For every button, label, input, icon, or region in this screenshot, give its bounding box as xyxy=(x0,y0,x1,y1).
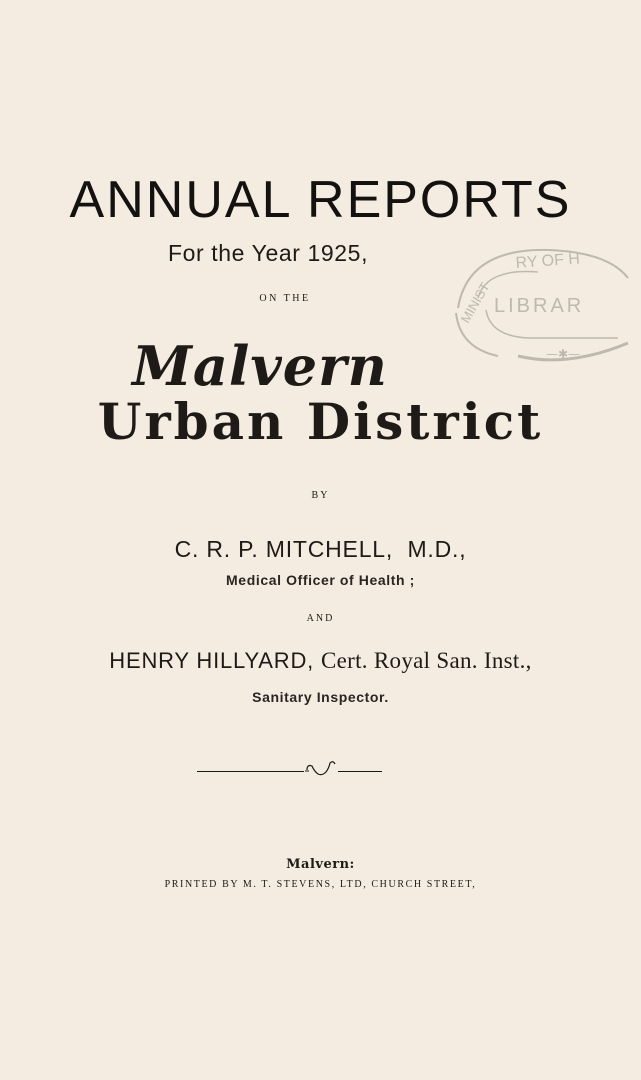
stamp-top-text: RY OF H xyxy=(515,250,581,272)
district-name: Malvern xyxy=(132,334,388,398)
divider-left xyxy=(197,771,307,772)
author1-name: C. R. P. MITCHELL, xyxy=(174,536,394,562)
author1-line xyxy=(0,536,641,563)
report-title: ANNUAL REPORTS xyxy=(69,171,572,229)
author2-credentials: Cert. Royal San. Inst., xyxy=(321,648,532,673)
author2-name: HENRY HILLYARD, xyxy=(109,648,315,673)
divider-right xyxy=(336,771,382,772)
printer-ornament-icon xyxy=(304,758,338,780)
and-label: AND xyxy=(306,613,335,624)
stamp-middle-text: LIBRAR xyxy=(494,295,585,317)
report-year: For the Year 1925, xyxy=(168,240,369,266)
author2-line xyxy=(0,648,641,674)
by-label: BY xyxy=(311,490,330,501)
printer-line: PRINTED BY M. T. STEVENS, LTD, CHURCH STREET, xyxy=(164,879,477,890)
author2-role: Sanitary Inspector. xyxy=(252,689,389,705)
author1-role: Medical Officer of Health ; xyxy=(226,572,415,588)
stamp-star-icon: —✱— xyxy=(546,347,581,361)
on-the-label: ON THE xyxy=(259,293,311,304)
author1-degree: M.D., xyxy=(407,536,467,562)
place-of-printing: Malvern: xyxy=(286,857,355,872)
district-type: Urban District xyxy=(97,392,544,451)
stamp-side-text: MINIST xyxy=(457,279,493,326)
